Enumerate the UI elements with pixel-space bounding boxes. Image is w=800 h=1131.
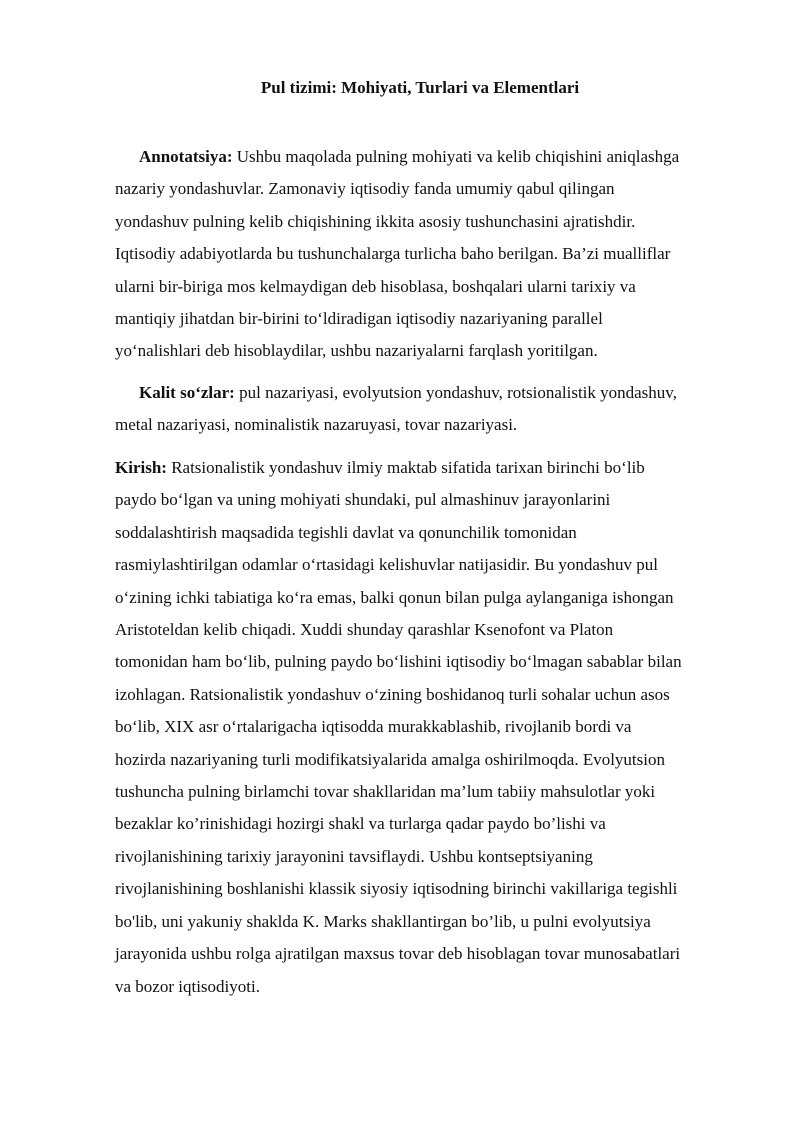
- intro-line: hozirda nazariyaning turli modifikatsiyalarida amalga oshirilmoqda. Evolyutsion: [115, 749, 665, 769]
- intro-line: soddalashtirish maqsadida tegishli davlat va qonunchilik tomonidan: [115, 522, 577, 542]
- intro-line: rivojlanishining boshlanishi klassik siyosiy iqtisodning birinchi vakillariga tegishli: [115, 879, 678, 899]
- keywords-line: [115, 377, 745, 409]
- intro-line: [115, 452, 745, 484]
- abstract-line: nazariy yondashuvlar. Zamonaviy iqtisodiy fanda umumiy qabul qilingan: [115, 179, 615, 199]
- intro-label: Kirish:: [115, 458, 167, 477]
- abstract-line: yondashuv pulning kelib chiqishining ikkita asosiy tushunchasini ajratishdir.: [115, 211, 636, 231]
- abstract-text: Ushbu maqolada pulning mohiyati va kelib chiqishini aniqlashga: [232, 147, 680, 166]
- intro-line: bo‘lib, XIX asr o‘rtalarigacha iqtisodda murakkablashib, rivojlanib bordi va: [115, 717, 632, 737]
- intro-line: tomonidan ham bo‘lib, pulning paydo bo‘lishini iqtisodiy bo‘lmagan sabablar bilan: [115, 652, 682, 672]
- intro-line: jarayonida ushbu rolga ajratilgan maxsus tovar deb hisoblagan tovar munosabatlari: [115, 944, 681, 964]
- abstract-line: mantiqiy jihatdan bir-birini to‘ldiradigan iqtisodiy nazariyaning parallel: [115, 309, 603, 329]
- intro-line: rasmiylashtirilgan odamlar o‘rtasidagi kelishuvlar natijasidir. Bu yondashuv pul: [115, 555, 658, 575]
- abstract-line: Iqtisodiy adabiyotlarda bu tushunchalarga turlicha baho berilgan. Ba’zi mualliflar: [115, 244, 671, 264]
- intro-line: paydo bo‘lgan va uning mohiyati shundaki, pul almashinuv jarayonlarini: [115, 490, 611, 510]
- intro-line: o‘zining ichki tabiatiga ko‘ra emas, balki qonun bilan pulga aylanganiga ishongan: [115, 587, 674, 607]
- keywords-label: Kalit so‘zlar:: [139, 383, 235, 402]
- abstract-line: ularni bir-biriga mos kelmaydigan deb hisoblasa, boshqalari ularni tarixiy va: [115, 276, 636, 296]
- intro-line: tushuncha pulning birlamchi tovar shakllaridan ma’lum tabiiy mahsulotlar yoki: [115, 782, 656, 802]
- intro-line: izohlagan. Ratsionalistik yondashuv o‘zining boshidanoq turli sohalar uchun asos: [115, 684, 670, 704]
- intro-line: rivojlanishining tarixiy jarayonini tavsiflaydi. Ushbu kontseptsiyaning: [115, 846, 593, 866]
- intro-line: Aristoteldan kelib chiqadi. Xuddi shunday qarashlar Ksenofont va Platon: [115, 620, 614, 640]
- intro-text: Ratsionalistik yondashuv ilmiy maktab sifatida tarixan birinchi bo‘lib: [166, 458, 645, 477]
- intro-line: bo'lib, uni yakuniy shaklda K. Marks shakllantirgan bo’lib, u pulni evolyutsiya: [115, 911, 651, 931]
- keywords-line: metal nazariyasi, nominalistik nazaruyasi, tovar nazariyasi.: [115, 415, 518, 435]
- abstract-line: [115, 141, 745, 173]
- intro-line: bezaklar ko’rinishidagi hozirgi shakl va turlarga qadar paydo bo’lishi va: [115, 814, 606, 834]
- document-title: Pul tizimi: Mohiyati, Turlari va Elementlari: [260, 78, 580, 97]
- abstract-label: Annotatsiya:: [139, 147, 233, 166]
- abstract-paragraph: [115, 141, 745, 368]
- keywords-text: pul nazariyasi, evolyutsion yondashuv, rotsionalistik yondashuv,: [234, 383, 677, 402]
- abstract-line: yo‘nalishlari deb hisoblaydilar, ushbu nazariyalarni farqlash yoritilgan.: [115, 341, 598, 361]
- keywords-paragraph: [115, 377, 745, 442]
- intro-line: va bozor iqtisodiyoti.: [115, 976, 260, 996]
- intro-paragraph: [115, 452, 745, 1003]
